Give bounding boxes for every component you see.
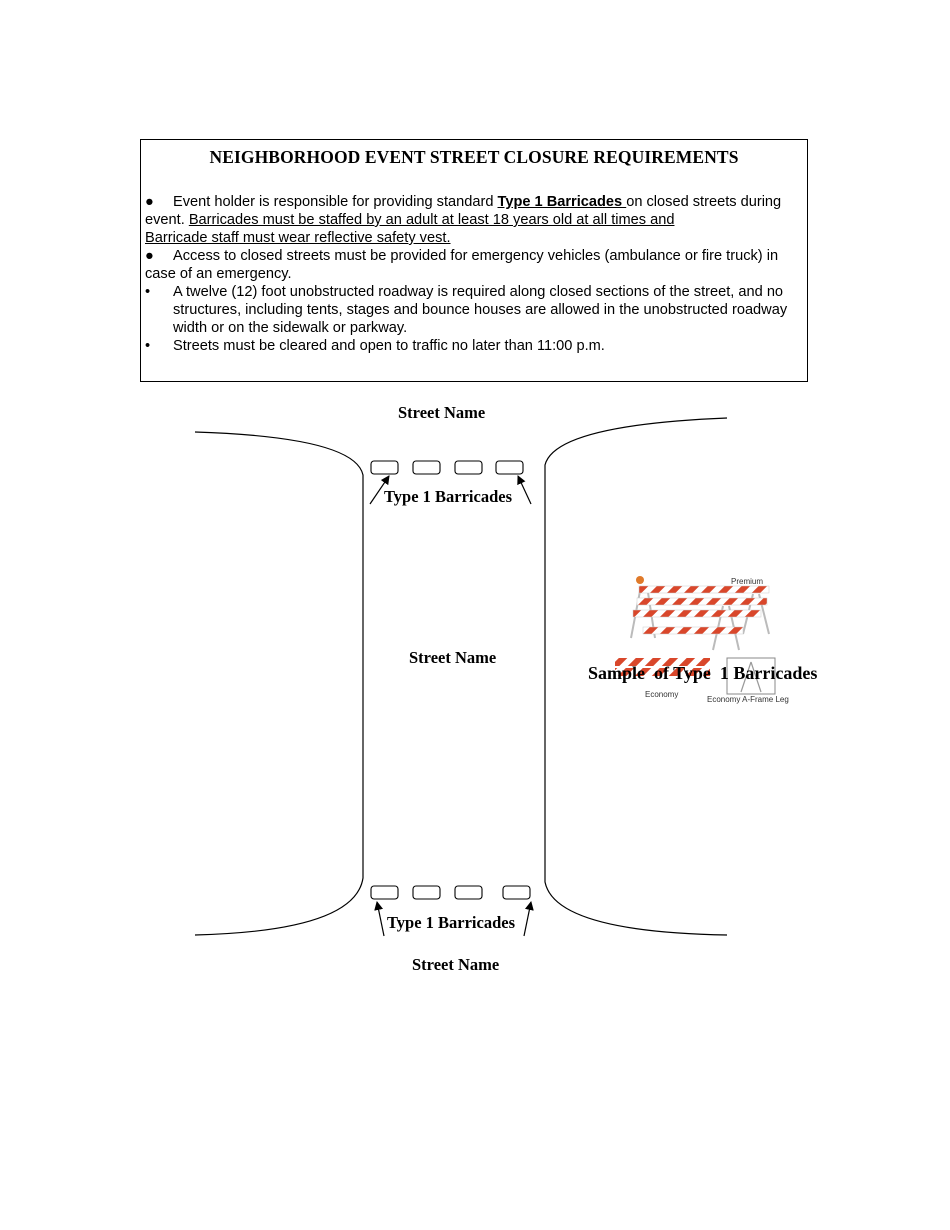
barricade — [371, 461, 398, 474]
bullet-dot: ● — [145, 248, 154, 264]
barricade — [455, 886, 482, 899]
bullet-dot: ● — [145, 194, 154, 210]
bottom-barricades — [371, 886, 530, 899]
type1-barricades-emphasis: Type 1 Barricades — [497, 194, 627, 210]
barricade — [503, 886, 530, 899]
barricade — [413, 461, 440, 474]
left-curb — [195, 432, 363, 935]
bullet-text: A twelve (12) foot unobstructed roadway is required along closed sections of the street, and no structures, including tents, stages and bounce houses are allowed in the unobstructed roadway width or on the sidewalk or parkway. — [173, 284, 788, 336]
street-name-top: Street Name — [398, 403, 486, 422]
barricade — [455, 461, 482, 474]
barricade — [371, 886, 398, 899]
bullet-text: Streets must be cleared and open to traffic no later than 11:00 p.m. — [173, 338, 605, 354]
staffing-requirement: Barricades must be staffed by an adult at least 18 years old at all times and — [188, 212, 675, 228]
arrow — [518, 476, 531, 504]
barricade — [413, 886, 440, 899]
bullet-text: Access to closed streets must be provided for emergency vehicles (ambulance or fire truck) in case of an emergency. — [145, 248, 779, 282]
bullet-dot: • — [145, 338, 151, 354]
barricades-label-top: Type 1 Barricades — [384, 487, 513, 506]
bullet-text: Event holder is responsible for providing standard — [173, 194, 498, 210]
premium-label: Premium — [731, 577, 764, 586]
barricade — [496, 461, 523, 474]
bullet-text: on closed streets during event. — [145, 194, 782, 228]
economy-label: Economy — [645, 690, 679, 699]
vest-requirement: Barricade staff must wear reflective safety vest. — [145, 230, 451, 246]
requirements-title: NEIGHBORHOOD EVENT STREET CLOSURE REQUIREMENTS — [209, 147, 739, 167]
sample-caption: Sample of Type 1 Barricades — [588, 663, 818, 683]
arrow — [524, 902, 531, 936]
top-barricades — [371, 461, 523, 474]
arrow — [377, 902, 384, 936]
barricade-sample-image — [603, 572, 793, 708]
barricades-label-bottom: Type 1 Barricades — [387, 913, 516, 932]
street-name-bottom: Street Name — [412, 955, 500, 974]
street-name-middle: Street Name — [409, 648, 497, 667]
economy-aframe-label: Economy A-Frame Leg — [707, 695, 789, 704]
bullet-dot: • — [145, 284, 151, 300]
